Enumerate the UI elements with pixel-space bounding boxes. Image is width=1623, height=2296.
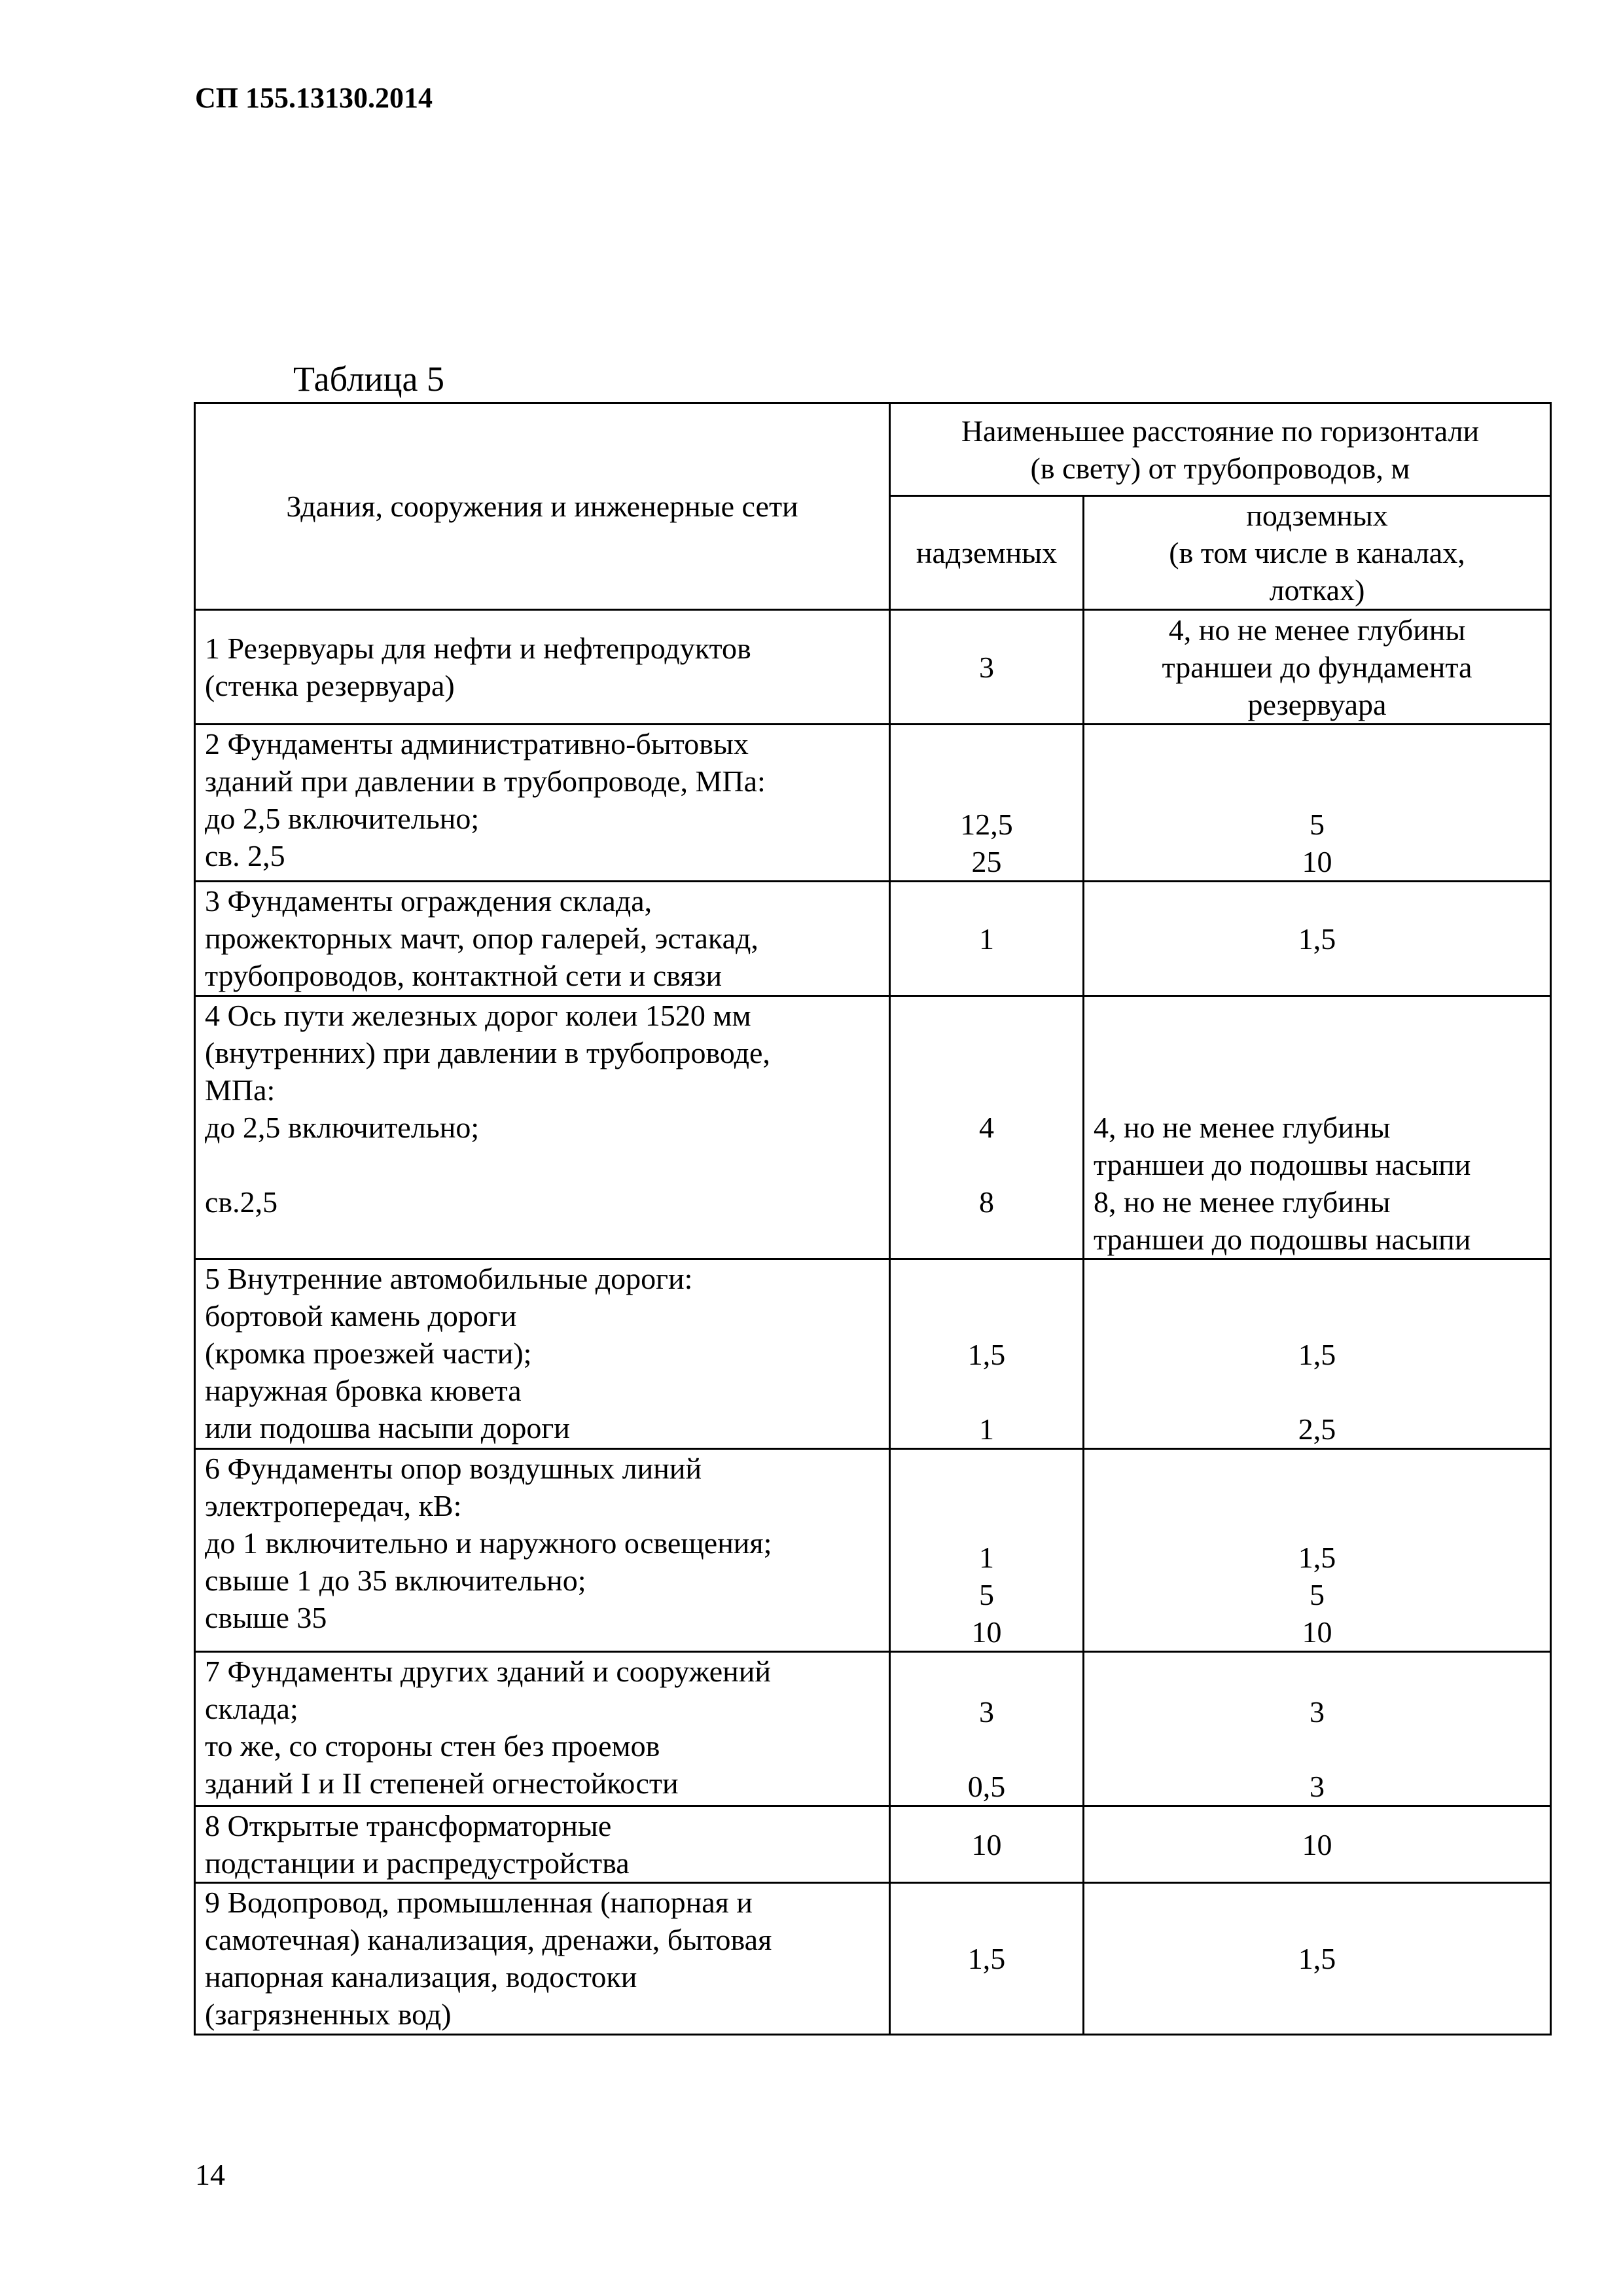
row-name: 6 Фундаменты опор воздушных линий электропередач, кВ: до 1 включительно и наружного освещения; свыше 1 до 35 включительно; свыше 35	[195, 1449, 890, 1652]
row-name: 7 Фундаменты других зданий и сооружений склада; то же, со стороны стен без проемов зданий I и II степеней огнестойкости	[195, 1652, 890, 1806]
table-row	[195, 1449, 1551, 1652]
table-caption: Таблица 5	[293, 359, 444, 399]
table-row	[195, 1806, 1551, 1883]
header-buildings: Здания, сооружения и инженерные сети	[195, 403, 890, 610]
row-above-value: 1	[890, 882, 1084, 996]
row-above-value: 3	[890, 610, 1084, 725]
distance-table-grid	[194, 402, 1552, 2036]
row-name: 5 Внутренние автомобильные дороги: бортовой камень дороги (кромка проезжей части); наружная бровка кювета или подошва насыпи дороги	[195, 1259, 890, 1449]
row-above-value: 1,5 1	[890, 1259, 1084, 1449]
page-number: 14	[195, 2158, 225, 2191]
table-row	[195, 882, 1551, 996]
table-row	[195, 1259, 1551, 1449]
row-above-value: 3 0,5	[890, 1652, 1084, 1806]
row-below-value: 4, но не менее глубины траншеи до подошвы насыпи 8, но не менее глубины траншеи до подошвы насыпи	[1084, 996, 1551, 1259]
row-name: 8 Открытые трансформаторные подстанции и распредустройства	[195, 1806, 890, 1883]
header-below-ground: подземных (в том числе в каналах, лотках)	[1084, 496, 1551, 610]
table-row	[195, 1652, 1551, 1806]
row-below-value: 1,5	[1084, 882, 1551, 996]
row-below-value: 3 3	[1084, 1652, 1551, 1806]
row-below-value: 1,5 2,5	[1084, 1259, 1551, 1449]
document-code: СП 155.13130.2014	[195, 82, 433, 114]
row-below-value: 1,5	[1084, 1883, 1551, 2035]
row-name: 3 Фундаменты ограждения склада, прожекторных мачт, опор галерей, эстакад, трубопроводов, контактной сети и связи	[195, 882, 890, 996]
row-name: 4 Ось пути железных дорог колеи 1520 мм (внутренних) при давлении в трубопроводе, МПа: до 2,5 включительно; св.2,5	[195, 996, 890, 1259]
header-distance: Наименьшее расстояние по горизонтали (в свету) от трубопроводов, м	[890, 403, 1551, 496]
row-above-value: 1 5 10	[890, 1449, 1084, 1652]
row-above-value: 12,5 25	[890, 725, 1084, 882]
row-below-value: 4, но не менее глубины траншеи до фундамента резервуара	[1084, 610, 1551, 725]
table-row	[195, 610, 1551, 725]
row-name: 1 Резервуары для нефти и нефтепродуктов (стенка резервуара)	[195, 610, 890, 725]
table-row	[195, 996, 1551, 1259]
row-name: 2 Фундаменты административно-бытовых зданий при давлении в трубопроводе, МПа: до 2,5 включительно; св. 2,5	[195, 725, 890, 882]
table-row	[195, 1883, 1551, 2035]
row-above-value: 1,5	[890, 1883, 1084, 2035]
distance-table	[194, 402, 1550, 2036]
row-above-value: 10	[890, 1806, 1084, 1883]
header-above-ground: надземных	[890, 496, 1084, 610]
row-below-value: 1,5 5 10	[1084, 1449, 1551, 1652]
table-row	[195, 725, 1551, 882]
row-below-value: 5 10	[1084, 725, 1551, 882]
row-above-value: 4 8	[890, 996, 1084, 1259]
row-below-value: 10	[1084, 1806, 1551, 1883]
row-name: 9 Водопровод, промышленная (напорная и самотечная) канализация, дренажи, бытовая напорная канализация, водостоки (загрязненных вод)	[195, 1883, 890, 2035]
